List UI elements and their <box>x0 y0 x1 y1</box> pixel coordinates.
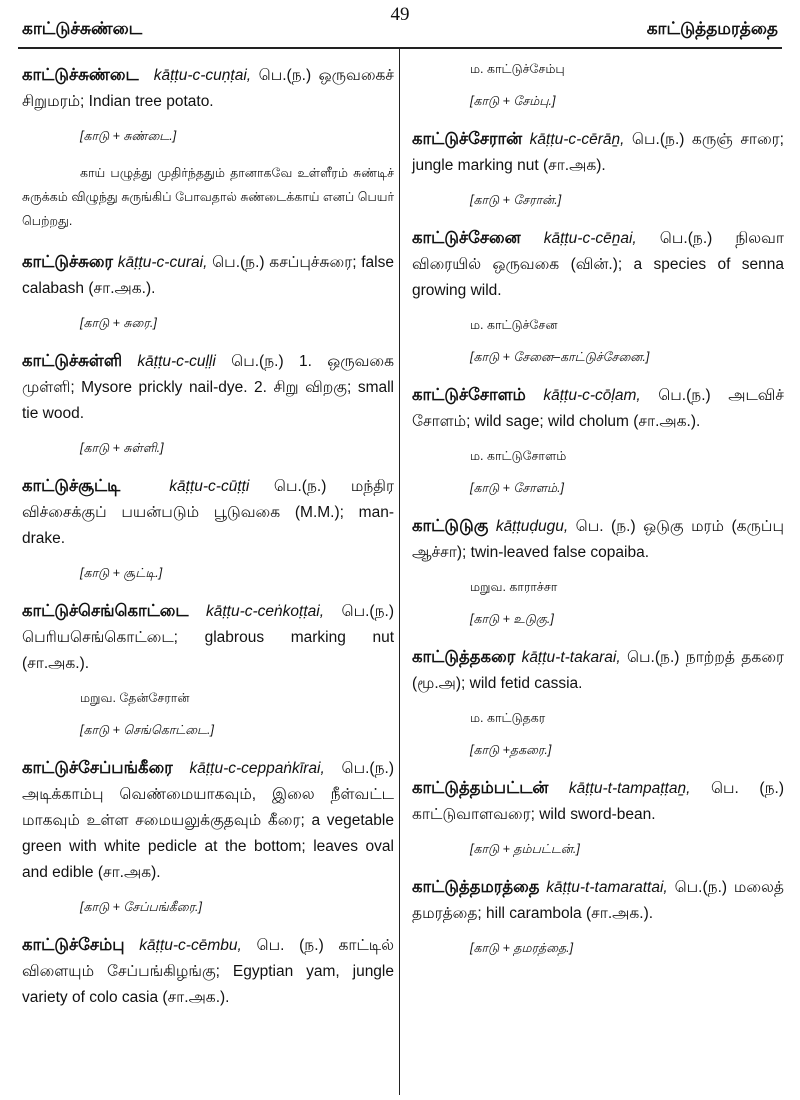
derivation: [காடு + தமரத்தை.] <box>470 941 574 955</box>
header-last-word: காட்டுத்தமரத்தை <box>646 19 778 38</box>
etymology-note: காய் பழுத்து முதிர்ந்ததும் தானாகவே உள்ளீரம் சுண்டிச் சுருக்கம் விழுந்து சுருங்கிப் போவதால் சுண்டைக்காய் எனப் பெயர் பெற்றது. <box>22 166 394 228</box>
headword: காட்டுச்சுண்டை <box>22 66 139 84</box>
headword: காட்டுத்தம்பட்டன் <box>412 779 549 797</box>
headword: காட்டுச்சூட்டி <box>22 477 121 495</box>
malayalam-cognate: ம. காட்டுதகர <box>470 711 546 725</box>
entry-kattu-t-tampattan <box>412 775 784 828</box>
entry-kattu-c-colam <box>412 382 784 435</box>
transliteration: kāṭṭu-t-takarai, <box>521 649 621 666</box>
right-column <box>412 62 784 973</box>
derivation: [காடு + உடுகு.] <box>470 612 554 626</box>
transliteration: kāṭṭu-c-cēṉai, <box>543 230 637 247</box>
malayalam-cognate: ம. காட்டுச்சேன <box>470 318 558 332</box>
entry-kattu-c-ceppankirai <box>22 755 394 886</box>
headword: காட்டுச்சேனை <box>412 229 521 247</box>
definition: பெ.(ந.) கசப்புச்சுரை; false calabash (சா.அக.). <box>22 254 394 297</box>
headword: காட்டுச்சுள்ளி <box>22 352 123 370</box>
derivation: [காடு + தம்பட்டன்.] <box>470 842 580 856</box>
headword: காட்டுத்தமரத்தை <box>412 878 540 896</box>
entry-kattu-c-cenai <box>412 225 784 304</box>
entry-kattu-c-cutti <box>22 473 394 552</box>
definition: பெ.(ந.) மந்திர விச்சைக்குப் பயன்படும் பூடுவகை (M.M.); man-drake. <box>22 478 394 547</box>
transliteration: kāṭṭu-c-cuḷḷi <box>137 353 216 370</box>
transliteration: kāṭṭu-c-curai, <box>117 254 208 271</box>
entry-kattu-c-cembu <box>22 932 394 1011</box>
derivation: [காடு + சுரை.] <box>80 316 157 330</box>
derivation: [காடு + சேப்பங்கீரை.] <box>80 900 202 914</box>
transliteration: kāṭṭu-t-tampaṭṭaṉ, <box>568 780 691 797</box>
headword: காட்டுச்சேப்பங்கீரை <box>22 759 173 777</box>
derivation: [காடு + சுள்ளி.] <box>80 441 164 455</box>
left-column <box>22 62 394 1025</box>
definition: பெ.(ந.) ஒருவகைச் சிறுமரம்; Indian tree potato. <box>22 67 394 110</box>
header-first-word: காட்டுச்சுண்டை <box>22 19 143 38</box>
transliteration: kāṭṭu-c-cēmbu, <box>139 937 242 954</box>
entry-kattu-c-cenkottai <box>22 598 394 677</box>
transliteration: kāṭṭu-c-cōḷam, <box>543 387 641 404</box>
headword: காட்டுச்சோளம் <box>412 386 526 404</box>
synonym-reference: மறுவ. காராச்சா <box>470 580 558 594</box>
headword: காட்டுத்தகரை <box>412 648 516 666</box>
transliteration: kāṭṭu-c-cuṇṭai, <box>153 67 252 84</box>
page-number: 49 <box>390 4 410 25</box>
headword: காட்டுச்சுரை <box>22 253 114 271</box>
derivation: [காடு + செங்கொட்டை.] <box>80 723 214 737</box>
transliteration: kāṭṭu-c-cūṭṭi <box>169 478 250 495</box>
transliteration: kāṭṭuḍugu, <box>495 518 569 535</box>
definition: பெ. (ந.) காட்டில் விளையும் சேப்பங்கிழங்கு; Egyptian yam, jungle variety of colo casia (சா.அக.). <box>22 937 394 1006</box>
transliteration: kāṭṭu-t-tamarattai, <box>546 879 668 896</box>
header-rule <box>18 47 782 49</box>
derivation: [காடு +தகரை.] <box>470 743 552 757</box>
derivation: [காடு + சுண்டை.] <box>80 129 177 143</box>
derivation: [காடு + சேம்பு.] <box>470 94 556 108</box>
definition: பெ.(ந.) நாற்றத் தகரை (மூ.அ); wild fetid cassia. <box>412 649 784 692</box>
entry-kattu-c-curai <box>22 249 394 302</box>
headword: காட்டுச்சேம்பு <box>22 936 125 954</box>
definition: பெ. (ந.) காட்டுவாளவரை; wild sword-bean. <box>412 780 784 823</box>
headword: காட்டுடுகு <box>412 517 489 535</box>
derivation: [காடு + சோளம்.] <box>470 481 565 495</box>
definition: பெ.(ந.) நிலவா விரையில் ஒருவகை (வின்.); a species of senna growing wild. <box>412 230 784 299</box>
entry-kattu-t-tamarattai <box>412 874 784 927</box>
definition: பெ.(ந.) அடிக்காம்பு வெண்மையாகவும், இலை நீள்வட்ட மாகவும் உள்ள சமையலுக்குதவும் கீரை; a vegetable green with white pedicle at the bottom; leaves oval and edible (சா.அக). <box>22 760 394 881</box>
definition: பெ.(ந.) பெரியசெங்கொட்டை; glabrous marking nut (சா.அக.). <box>22 603 394 672</box>
malayalam-cognate: ம. காட்டுசோளம் <box>470 449 567 463</box>
headword: காட்டுச்சேரான் <box>412 130 523 148</box>
definition: பெ. (ந.) ஒடுகு மரம் (கருப்பு ஆச்சா); twin-leaved false copaiba. <box>412 518 784 561</box>
entry-kattudugu <box>412 513 784 566</box>
entry-kattu-c-ceran <box>412 126 784 179</box>
definition: பெ.(ந.) 1. ஒருவகை முள்ளி; Mysore prickly nail-dye. 2. சிறு விறகு; small tie wood. <box>22 353 394 422</box>
derivation: [காடு + சூட்டி.] <box>80 566 163 580</box>
transliteration: kāṭṭu-c-ceppaṅkīrai, <box>189 760 325 777</box>
malayalam-cognate: ம. காட்டுச்சேம்பு <box>470 62 565 76</box>
definition: பெ.(ந.) அடவிச் சோளம்; wild sage; wild cholum (சா.அக.). <box>412 387 784 430</box>
entry-kattu-c-culli <box>22 348 394 427</box>
derivation: [காடு + சேனை–காட்டுச்சேனை.] <box>470 350 650 364</box>
synonym-reference: மறுவ. தேன்சேரான் <box>80 691 190 705</box>
column-divider <box>399 49 400 1095</box>
definition: பெ.(ந.) கருஞ் சாரை; jungle marking nut (சா.அக). <box>412 131 784 174</box>
transliteration: kāṭṭu-c-ceṅkoṭṭai, <box>206 603 325 620</box>
entry-kattu-c-cuntai <box>22 62 394 115</box>
headword: காட்டுச்செங்கொட்டை <box>22 602 189 620</box>
derivation: [காடு + சேரான்.] <box>470 193 562 207</box>
definition: பெ.(ந.) மலைத் தமரத்தை; hill carambola (சா.அக.). <box>412 879 784 922</box>
transliteration: kāṭṭu-c-cērāṉ, <box>529 131 625 148</box>
entry-kattu-t-takarai <box>412 644 784 697</box>
